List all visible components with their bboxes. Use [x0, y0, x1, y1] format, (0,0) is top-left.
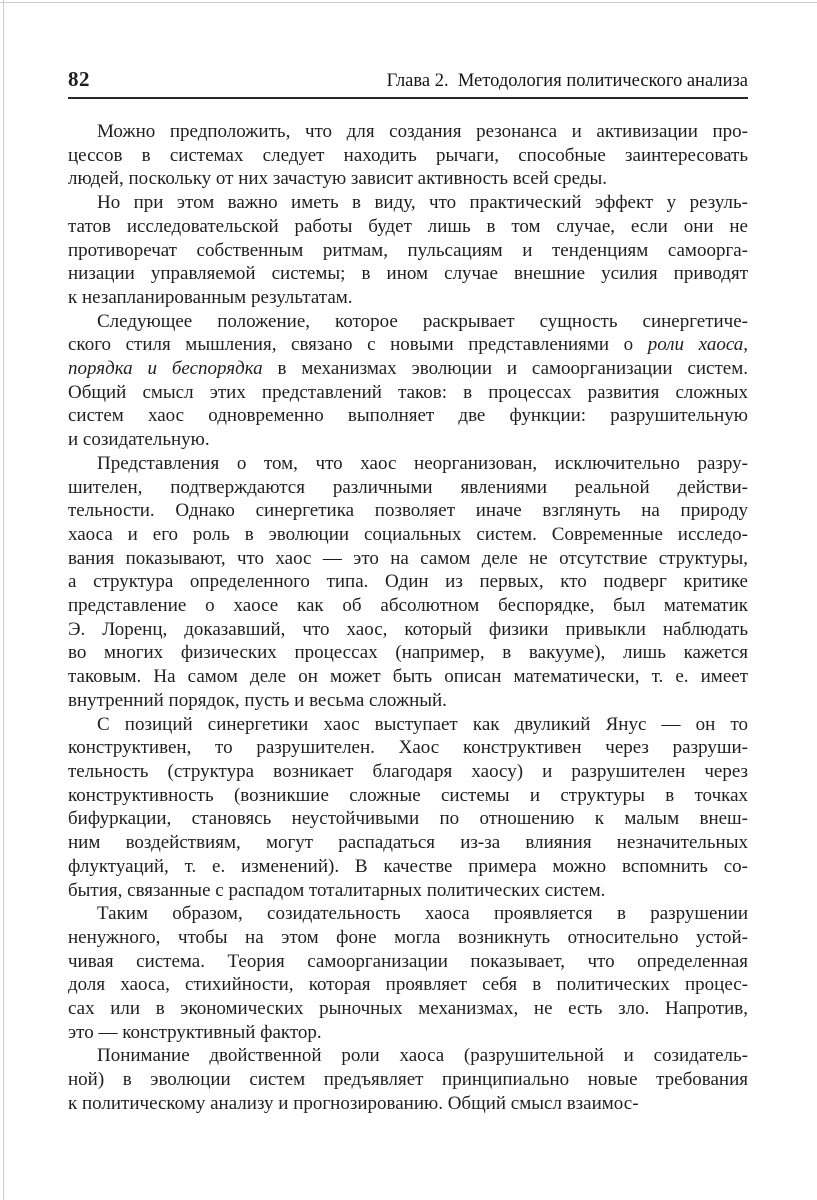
text-line: конструктивен, то разрушителен. Хаос конструктивен через разруши- [68, 737, 748, 759]
text-line: низации управляемой системы; в ином случае внешние усилия приводят [68, 263, 748, 285]
page-content [68, 0, 748, 1116]
text-line: вания показывают, что хаос — это на самом деле не отсутствие структуры, [68, 547, 748, 569]
text-line: противоречат собственным ритмам, пульсациям и тенденциям самоорга- [68, 239, 748, 261]
scan-edge-left [3, 0, 4, 1200]
text-line: ского стиля мышления, связано с новыми представлениями о роли хаоса, [68, 334, 749, 356]
text-line: к незапланированным результатам. [68, 286, 353, 308]
text-line: тельности. Однако синергетика позволяет иначе взглянуть на природу [68, 500, 748, 522]
text-line: Следующее положение, которое раскрывает сущность синергетиче- [97, 310, 748, 332]
text-line: во многих физических процессах (например, в вакууме), лишь кажется [68, 642, 748, 664]
text-line: цессов в системах следует находить рычаги, способные заинтересовать [68, 144, 748, 166]
text-line: ненужного, чтобы на этом фоне могла возникнуть относительно устой- [68, 926, 748, 948]
text-line: порядка и беспорядка в механизмах эволюции и самоорганизации систем. [68, 358, 748, 380]
text-line: людей, поскольку от них зачастую зависит активность всей среды. [68, 168, 607, 190]
page-number: 82 [68, 67, 90, 91]
text-line: бытия, связанные с распадом тоталитарных политических систем. [68, 879, 606, 901]
text-line: а структура определенного типа. Один из первых, кто подверг критике [68, 571, 748, 593]
chapter-title: Глава 2. Методология политического анализа [386, 71, 748, 91]
text-line: ним воздействиям, могут распадаться из-за влияния незначительных [68, 832, 748, 854]
text-line: и созидательную. [68, 429, 210, 451]
text-line: таковым. На самом деле он может быть описан математически, т. е. имеет [68, 666, 748, 688]
text-line: бифуркации, становясь неустойчивыми по отношению к малым внеш- [68, 808, 748, 830]
text-line: к политическому анализу и прогнозированию. Общий смысл взаимос- [68, 1092, 639, 1114]
text-line: ной) в эволюции систем предъявляет принципиально новые требования [68, 1069, 748, 1091]
text-line: Можно предположить, что для создания резонанса и активизации про- [97, 121, 748, 142]
text-line: флуктуаций, т. е. изменений). В качестве примера можно вспомнить со- [68, 855, 748, 877]
text-line: чивая система. Теория самоорганизации показывает, что определенная [68, 950, 748, 972]
text-line: Общий смысл этих представлений таков: в процессах развития сложных [68, 381, 748, 403]
text-line: конструктивность (возникшие сложные системы и структуры в точках [68, 784, 748, 806]
text-line: Э. Лоренц, доказавший, что хаос, который физики привыкли наблюдать [68, 618, 748, 640]
text-line: татов исследовательской работы будет лишь в том случае, если они не [68, 215, 748, 237]
text-line: Понимание двойственной роли хаоса (разрушительной и созидатель- [97, 1045, 748, 1067]
page-header [68, 67, 748, 99]
page-body [68, 120, 748, 1116]
text-line: Представления о том, что хаос неорганизован, исключительно разру- [97, 452, 748, 474]
text-line: Но при этом важно иметь в виду, что практический эффект у резуль- [97, 192, 748, 214]
text-line: сах или в экономических рыночных механизмах, не есть зло. Напротив, [68, 998, 748, 1020]
text-line: систем хаос одновременно выполняет две функции: разрушительную [68, 405, 748, 427]
text-line: хаоса и его роль в эволюции социальных систем. Современные исследо- [68, 523, 748, 545]
text-line: шителен, подтверждаются различными явлениями реальной действи- [68, 476, 748, 498]
text-line: представление о хаосе как об абсолютном беспорядке, был математик [68, 595, 748, 617]
text-line: это — конструктивный фактор. [68, 1021, 322, 1043]
text-line: тельность (структура возникает благодаря хаосу) и разрушителен через [68, 760, 748, 782]
text-line: Таким образом, созидательность хаоса проявляется в разрушении [97, 903, 748, 925]
text-line: С позиций синергетики хаос выступает как двуликий Янус — он то [97, 713, 748, 735]
text-line: доля хаоса, стихийности, которая проявляет себя в политических процес- [68, 974, 748, 996]
text-line: внутренний порядок, пусть и весьма сложный. [68, 689, 447, 711]
